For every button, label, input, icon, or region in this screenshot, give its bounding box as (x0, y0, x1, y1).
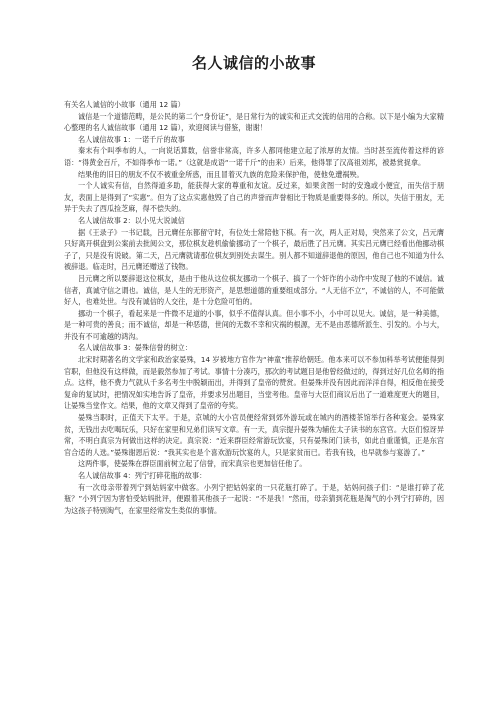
page-title: 名人诚信的小故事 (191, 54, 316, 72)
paragraph: 晏殊当职时，正值天下太平。于是，京城的大小官员便经常到郊外游玩或在城内的酒楼茶馆举行各种宴会。晏殊家贫，无钱出去吃喝玩乐，只好在家里和兄弟们读写文章。有一天，真宗提升晏殊为辅佐太子读书的东宫官。大臣们惊讶异常，不明白真宗为何做出这样的决定。真宗说：“近来群臣经常游玩饮宴，只有晏殊闭门读书，如此自重谨慎，正是东宫官合适的人选。”晏殊谢恩后说：“我其实也是个喜欢游玩饮宴的人，只是家贫而已。若我有钱，也早就参与宴游了。” (64, 413, 444, 457)
document-body (64, 99, 444, 516)
paragraph: 据《王录子》一书记载，吕元膺任东都留守时，有位处士常陪他下棋。有一次，两人正对局，突然来了公文，吕元膺只好离开棋盘到公案前去批阅公文，那位棋友趁机偷偷挪动了一个棋子，最后胜了吕元膺。其实吕元膺已经看出他挪动棋子了，只是没有说破。第二天，吕元膺就请那位棋友到别处去谋生。别人都不知道辞退他的原因，他自己也不知道为什么被辞退。临走时，吕元膺还赠送了钱物。 (64, 227, 444, 272)
paragraph: 名人诚信故事 4：列宁打碎花瓶的故事： (78, 471, 207, 480)
paragraph: 有一次母亲带着列宁到姑妈家中做客。小列宁把姑妈家的一只花瓶打碎了。于是，姑妈问孩子们：“是谁打碎了花瓶？”小列宁因为害怕受姑妈批评，便跟着其他孩子一起说：“不是我！”然而，母亲猜到花瓶是淘气的小列宁打碎的，因为这孩子特别淘气，在家里经常发生类似的事情。 (64, 482, 444, 515)
paragraph: 有关名人诚信的小故事（通用 12 篇） (64, 100, 185, 109)
paragraph: 诚信是一个道德范畴，是公民的第二个“身份证”，是日常行为的诚实和正式交流的信用的合称。以下是小编为大家精心整理的名人诚信故事（通用 12 篇），欢迎阅读与借鉴，谢谢！ (64, 111, 444, 133)
paragraph: 结果他的旧日的朋友不仅不被重金所惑，而且冒着灭九族的危险来保护他，使他免遭祸殃。 (78, 169, 364, 179)
paragraph: 挪动一个棋子，看起来是一件微不足道的小事，似乎不值得认真。但小事不小，小中可以见大。诚信，是一种美德，是一种可贵的善良；而不诚信，却是一种恶德，世间的无数不幸和灾祸的根源，无不是由恶德所派生、引发的。小与大，并没有不可逾越的鸿沟。 (64, 308, 444, 341)
paragraph: 一个人诚实有信，自然得道多助，能获得大家的尊重和友谊。反过来，如果贪图一时的安逸或小便宜，而失信于朋友，表面上是得到了“实惠”。但为了这点实惠他毁了自己的声誉而声誉相比于物质是重要得多的。所以，失信于朋友，无异于失去了西瓜捡芝麻，得不偿失的。 (64, 181, 444, 214)
paragraph: 北宋时期著名的文学家和政治家晏殊，14 岁被地方官作为“神童”推荐给朝廷。他本来可以不参加科举考试便能得到官职，但他没有这样做，而是毅然参加了考试。事情十分凑巧，那次的考试题目是他曾经做过的，得到过好几位名师的指点。这样，他不费力气就从千多名考生中脱颖而出，并得到了皇帝的赞赏。但晏殊并没有因此而洋洋自得，相反他在接受复命的复试时，把情况如实地告诉了皇帝，并要求另出题目，当堂考他。皇帝与大臣们商议后出了一道难度更大的题目，让晏殊当堂作文。结果，他的文章又得到了皇帝的夸奖。 (64, 355, 444, 411)
paragraph: 吕元膺之所以要辞退这位棋友，是由于他从这位棋友挪动一个棋子、搞了一个奸诈的小动作中发现了他的不诚信。诚信者，真诚守信之谓也。诚信，是人生的无形资产，是思想道德的重要组成部分。“人无信不立”，不诚信的人，不可能做好人，也难处世。与没有诚信的人交往，是十分危险可怕的。 (64, 273, 444, 307)
paragraph: 这两件事，使晏殊在群臣面前树立起了信誉，而宋真宗也更加信任他了。 (78, 459, 307, 469)
paragraph: 名人诚信故事 1：一诺千斤的故事 (78, 134, 185, 144)
paragraph: 名人诚信故事 3：晏殊信誉的树立： (78, 343, 192, 353)
paragraph: 秦末有个叫季布的人，一向说话算数，信誉非常高，许多人都同他建立起了浓厚的友情。当时甚至流传着这样的谚语：“得黄金百斤，不如得季布一诺。”（这就是成语“一诺千斤”的由来）后来，他得罪了汉高祖刘邦，被悬赏捉拿。 (64, 146, 444, 167)
paragraph: 名人诚信故事 2：以小见大说诚信 (78, 215, 185, 225)
